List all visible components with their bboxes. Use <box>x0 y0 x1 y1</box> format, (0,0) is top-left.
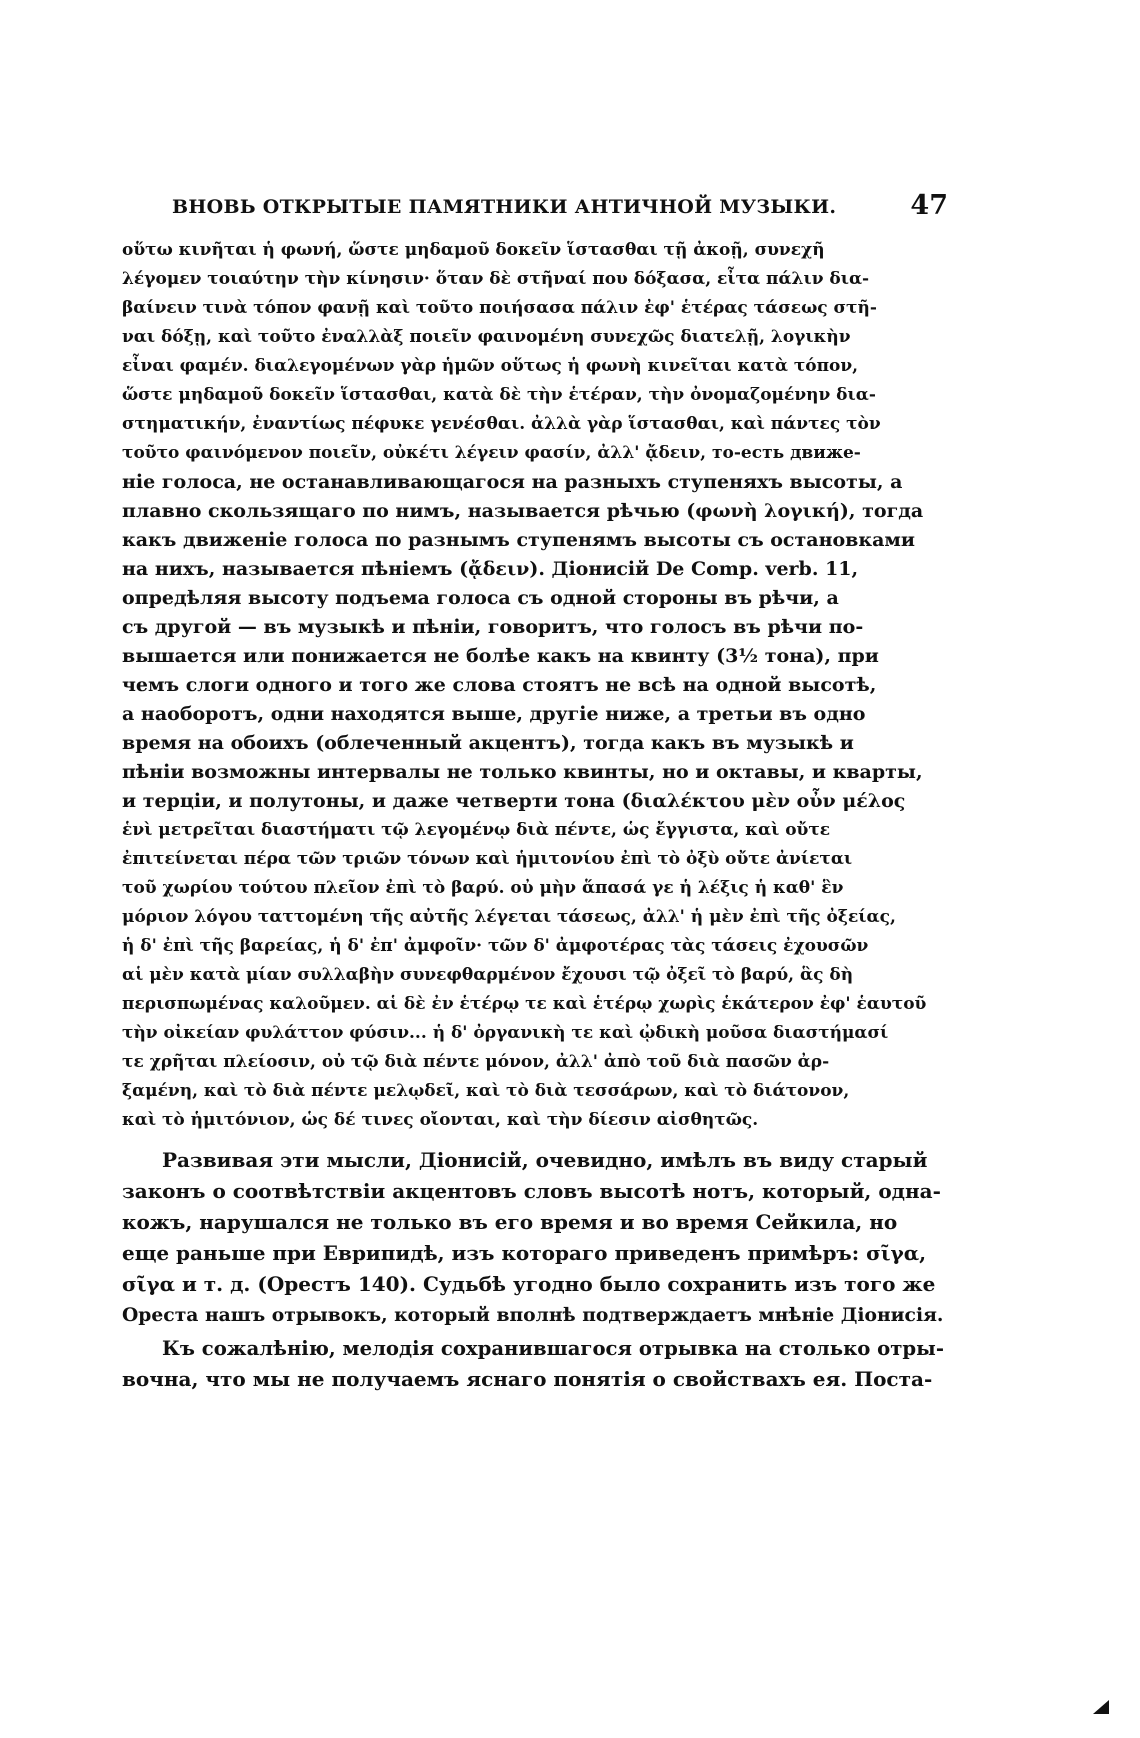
text-line: а наоборотъ, одни находятся выше, другіе ниже, а третьи въ одно <box>122 703 866 725</box>
text-line: Развивая эти мысли, Діонисій, очевидно, имѣлъ въ виду старый <box>162 1148 928 1172</box>
text-line: на нихъ, называется пѣніемъ (ᾄδειν). Діонисій De Comp. verb. 11, <box>122 558 859 580</box>
text-line: τοῦτο φαινόμενον ποιεῖν, οὐκέτι λέγειν φασίν, ἀλλ' ᾄδειν, то-есть движе- <box>122 443 861 463</box>
text-line: ἐπιτείνεται πέρα τῶν τριῶν τόνων καὶ ἡμιτονίου ἐπὶ τὸ ὀξὺ οὔτε ἀνίεται <box>122 849 853 869</box>
paragraph-3 <box>122 1333 948 1395</box>
text-line: опредѣляя высоту подъема голоса съ одной стороны въ рѣчи, а <box>122 587 839 609</box>
text-line: τε χρῆται πλείοσιν, οὐ τῷ διὰ πέντε μόνον, ἀλλ' ἀπὸ τοῦ διὰ πασῶν ἀρ- <box>122 1052 830 1072</box>
text-line: τὴν οἰκείαν φυλάττον φύσιν... ἡ δ' ὀργανικὴ τε καὶ ᾠδικὴ μοῦσα διαστήμασί <box>122 1023 889 1043</box>
text-line: τοῦ χωρίου τούτου πλεῖον ἐπὶ τὸ βαρύ. οὐ μὴν ἅπασά γε ἡ λέξις ἡ καθ' ἓν <box>122 878 844 898</box>
text-line: вочна, что мы не получаемъ яснаго понятія о свойствахъ ея. Поста- <box>122 1367 933 1391</box>
running-head <box>172 190 948 224</box>
corner-mark <box>1093 1700 1109 1714</box>
text-line: αἱ μὲν κατὰ μίαν συλλαβὴν συνεφθαρμένον ἔχουσι τῷ ὀξεῖ τὸ βαρύ, ἃς δὴ <box>122 965 854 985</box>
text-line: законъ о соотвѣтствіи акцентовъ словъ высотѣ нотъ, который, одна- <box>122 1179 941 1203</box>
paragraph-2 <box>122 1145 948 1331</box>
text-line: βαίνειν τινὰ τόπον φανῇ καὶ τοῦτο ποιήσασα πάλιν ἐφ' ἑτέρας τάσεως στῆ- <box>122 298 877 318</box>
text-line: λέγομεν τοιαύτην τὴν κίνησιν· ὅταν δὲ στῆναί που δόξασα, εἶτα πάλιν δια- <box>122 269 870 289</box>
text-line: ἑνὶ μετρεῖται διαστήματι τῷ λεγομένῳ διὰ πέντε, ὡς ἔγγιστα, καὶ οὔτε <box>122 820 831 840</box>
text-line: пѣніи возможны интервалы не только квинты, но и октавы, и кварты, <box>122 761 923 783</box>
text-line: Къ сожалѣнію, мелодія сохранившагося отрывка на столько отры- <box>162 1337 944 1360</box>
text-line: ἡ δ' ἐπὶ τῆς βαρείας, ἡ δ' ἐπ' ἀμφοῖν· τῶν δ' ἀμφοτέρας τὰς τάσεις ἐχουσῶν <box>122 936 869 956</box>
text-line: ніе голоса, не останавливающагося на разныхъ ступеняхъ высоты, а <box>122 471 903 493</box>
text-line: εἶναι φαμέν. διαλεγομένων γὰρ ἡμῶν οὕτως ἡ φωνὴ κινεῖται κατὰ τόπον, <box>122 356 859 376</box>
text-line: время на обоихъ (облеченный акцентъ), тогда какъ въ музыкѣ и <box>122 732 854 754</box>
text-line: и терціи, и полутоны, и даже четверти тона (διαλέκτου μὲν οὖν μέλος <box>122 790 906 812</box>
text-line: ὥστε μηδαμοῦ δοκεῖν ἵστασθαι, κατὰ δὲ τὴν ἑτέραν, τὴν ὀνομαζομένην δια- <box>122 385 876 405</box>
text-line: καὶ τὸ ἡμιτόνιον, ὡς δέ τινες οἴονται, καὶ τὴν δίεσιν αἰσθητῶς. <box>122 1110 759 1130</box>
text-line: περισπωμένας καλοῦμεν. αἱ δὲ ἐν ἑτέρῳ τε καὶ ἑτέρῳ χωρὶς ἑκάτερον ἐφ' ἑαυτοῦ <box>122 994 927 1014</box>
paragraph-1 <box>122 236 948 1135</box>
text-line: σῖγα и т. д. (Орестъ 140). Судьбѣ угодно было сохранить изъ того же <box>122 1272 936 1296</box>
text-line: чемъ слоги одного и того же слова стоятъ не всѣ на одной высотѣ, <box>122 674 877 696</box>
text-line: съ другой — въ музыкѣ и пѣніи, говоритъ, что голосъ въ рѣчи по- <box>122 616 864 638</box>
text-line: μόριον λόγου ταττομένη τῆς αὐτῆς λέγεται τάσεως, ἀλλ' ἡ μὲν ἐπὶ τῆς ὀξείας, <box>122 907 896 927</box>
text-line: στηματικήν, ἐναντίως πέφυκε γενέσθαι. ἀλλὰ γὰρ ἵστασθαι, καὶ πάντες τὸν <box>122 414 881 434</box>
text-line: еще раньше при Еврипидѣ, изъ котораго приведенъ примѣръ: σῖγα, <box>122 1241 927 1265</box>
text-line: ξαμένη, καὶ τὸ διὰ πέντε μελῳδεῖ, καὶ τὸ διὰ τεσσάρων, καὶ τὸ διάτονον, <box>122 1081 850 1101</box>
page-number: 47 <box>910 190 948 221</box>
text-line: кожъ, нарушался не только въ его время и во время Сейкила, но <box>122 1210 898 1234</box>
running-title: ВНОВЬ ОТКРЫТЫЕ ПАМЯТНИКИ АНТИЧНОЙ МУЗЫКИ. <box>172 196 837 218</box>
text-line: вышается или понижается не болѣе какъ на квинту (3½ тона), при <box>122 645 879 667</box>
text-line: Ореста нашъ отрывокъ, который вполнѣ подтверждаетъ мнѣніе Діонисія. <box>122 1304 944 1326</box>
text-line: οὕτω κινῆται ἡ φωνή, ὥστε μηδαμοῦ δοκεῖν ἵστασθαι τῇ ἀκοῇ, συνεχῆ <box>122 240 825 260</box>
text-line: ναι δόξῃ, καὶ τοῦτο ἐναλλὰξ ποιεῖν φαινομένη συνεχῶς διατελῇ, λογικὴν <box>122 327 851 347</box>
text-line: плавно скользящаго по нимъ, называется рѣчью (φωνὴ λογική), тогда <box>122 500 924 522</box>
text-line: какъ движеніе голоса по разнымъ ступенямъ высоты съ остановками <box>122 529 915 551</box>
